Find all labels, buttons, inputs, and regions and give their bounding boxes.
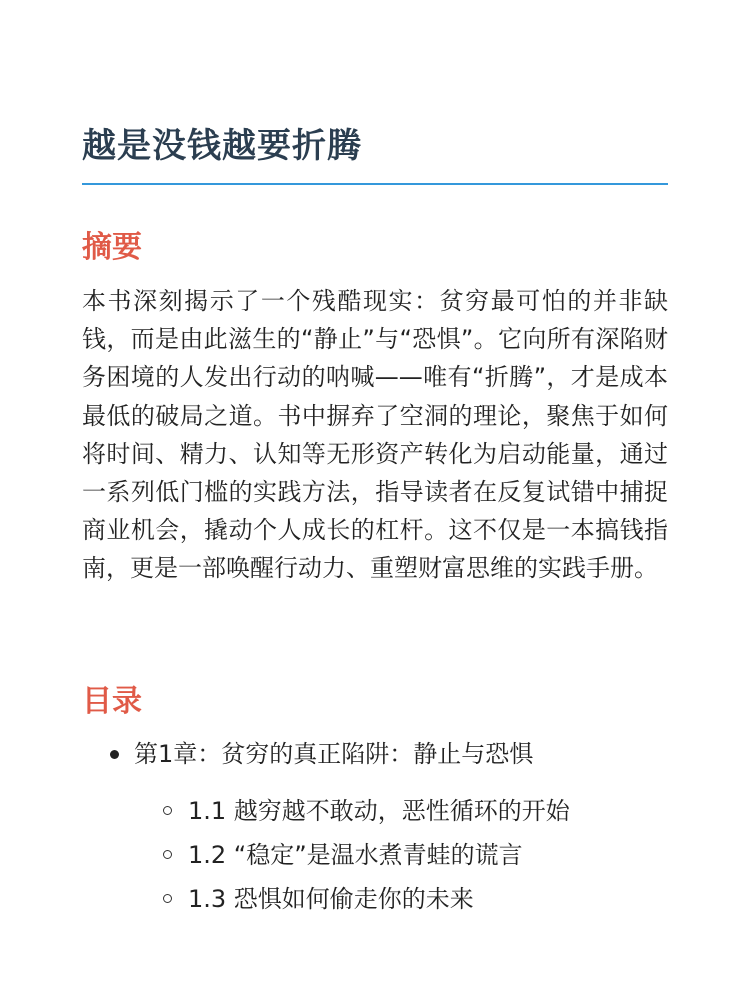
bullet-circle-icon — [163, 850, 172, 859]
summary-text: 本书深刻揭示了一个残酷现实：贫穷最可怕的并非缺钱，而是由此滋生的“静止”与“恐惧”。它向所有深陷财务困境的人发出行动的呐喊——唯有“折腾”，才是成本最低的破局之道。书中摒弃了空洞的理论，聚焦于如何将时间、精力、认知等无形资产转化为启动能量，通过一系列低门槛的实践方法，指导读者在反复试错中捕捉商业机会，撬动个人成长的杠杆。这不仅是一本搞钱指南，更是一部唤醒行动力、重塑财富思维的实践手册。 — [82, 287, 668, 583]
toc-section-1-1 — [134, 793, 668, 829]
toc-section-1-2 — [134, 837, 668, 873]
book-title: 越是没钱越要折腾 — [82, 126, 362, 166]
toc-section-1-3 — [134, 881, 668, 917]
chapter-1-sections — [134, 793, 668, 917]
summary-heading: 摘要 — [82, 230, 142, 265]
section-title: 1.2 “稳定”是温水煮青蛙的谎言 — [188, 841, 523, 869]
bullet-disc-icon — [110, 750, 119, 759]
bullet-circle-icon — [163, 806, 172, 815]
title-divider — [82, 183, 668, 185]
chapter-title: 第1章：贫穷的真正陷阱：静止与恐惧 — [134, 740, 534, 768]
section-title: 1.1 越穷越不敢动，恶性循环的开始 — [188, 797, 570, 825]
toc-chapter-1 — [82, 736, 668, 917]
bullet-circle-icon — [163, 894, 172, 903]
toc-heading: 目录 — [82, 684, 142, 719]
section-title: 1.3 恐惧如何偷走你的未来 — [188, 885, 474, 913]
table-of-contents — [82, 736, 668, 925]
